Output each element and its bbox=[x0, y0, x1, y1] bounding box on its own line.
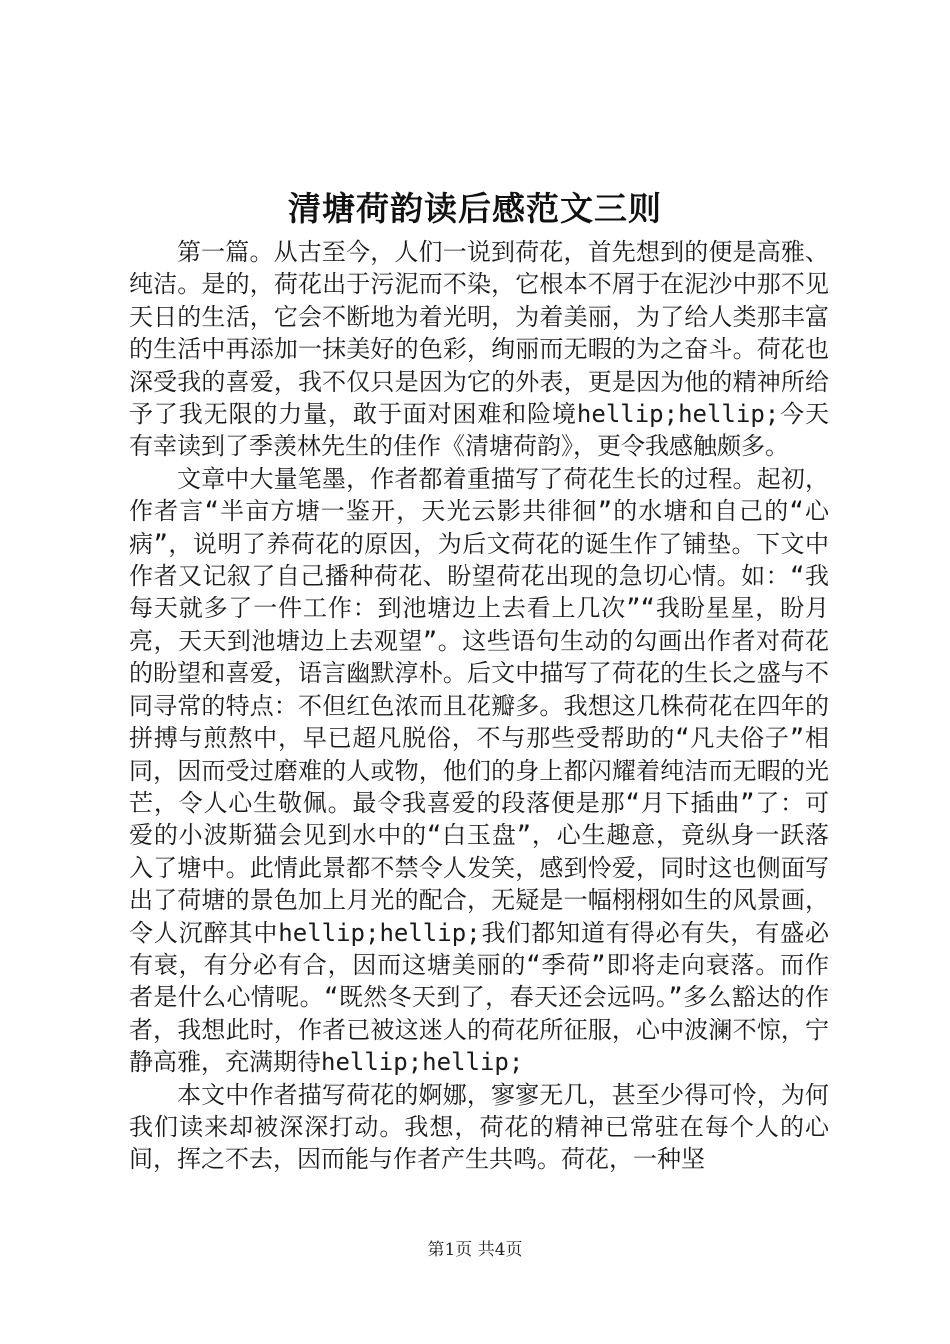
page-number-footer: 第1页 共4页 bbox=[427, 1240, 523, 1260]
paragraph-3: 本文中作者描写荷花的婀娜，寥寥无几，甚至少得可怜，为何我们读来却被深深打动。我想，荷花的精神已常驻在每个人的心间，挥之不去，因而能与作者产生共鸣。荷花，一种坚 bbox=[129, 1080, 829, 1174]
document-body bbox=[129, 236, 829, 1176]
paragraph-2: 文章中大量笔墨，作者都着重描写了荷花生长的过程。起初，作者言“半亩方塘一鉴开，天光云影共徘徊”的水塘和自己的“心病”，说明了养荷花的原因，为后文荷花的诞生作了铺垫。下文中作者又记叙了自己播种荷花、盼望荷花出现的急切心情。如：“我每天就多了一件工作：到池塘边上去看上几次”“我盼星星，盼月亮，天天到池塘边上去观望”。这些语句生动的勾画出作者对荷花的盼望和喜爱，语言幽默淳朴。后文中描写了荷花的生长之盛与不同寻常的特点：不但红色浓而且花瓣多。我想这几株荷花在四年的拼搏与煎熬中，早已超凡脱俗，不与那些受帮助的“凡夫俗子”相同，因而受过磨难的人或物，他们的身上都闪耀着纯洁而无暇的光芒，令人心生敬佩。最令我喜爱的段落便是那“月下插曲”了：可爱的小波斯猫会见到水中的“白玉盘”，心生趣意，竟纵身一跃落入了塘中。此情此景都不禁令人发笑，感到怜爱，同时这也侧面写出了荷塘的景色加上月光的配合，无疑是一幅栩栩如生的风景画，令人沉醉其中hellip;hellip;我们都知道有得必有失，有盛必有衰，有分必有合，因而这塘美丽的“季荷”即将走向衰落。而作者是什么心情呢。“既然冬天到了，春天还会远吗。”多么豁达的作者，我想此时，作者已被这迷人的荷花所征服，心中波澜不惊，宁静高雅，充满期待hellip;hellip; bbox=[129, 464, 829, 1077]
paragraph-1: 第一篇。从古至今，人们一说到荷花，首先想到的便是高雅、纯洁。是的，荷花出于污泥而不染，它根本不屑于在泥沙中那不见天日的生活，它会不断地为着光明，为着美丽，为了给人类那丰富的生活中再添加一抹美好的色彩，绚丽而无暇的为之奋斗。荷花也深受我的喜爱，我不仅只是因为它的外表，更是因为他的精神所给予了我无限的力量，敢于面对困难和险境hellip;hellip;今天有幸读到了季羡林先生的佳作《清塘荷韵》，更令我感触颇多。 bbox=[129, 238, 829, 461]
document-title: 清塘荷韵读后感范文三则 bbox=[288, 189, 662, 228]
